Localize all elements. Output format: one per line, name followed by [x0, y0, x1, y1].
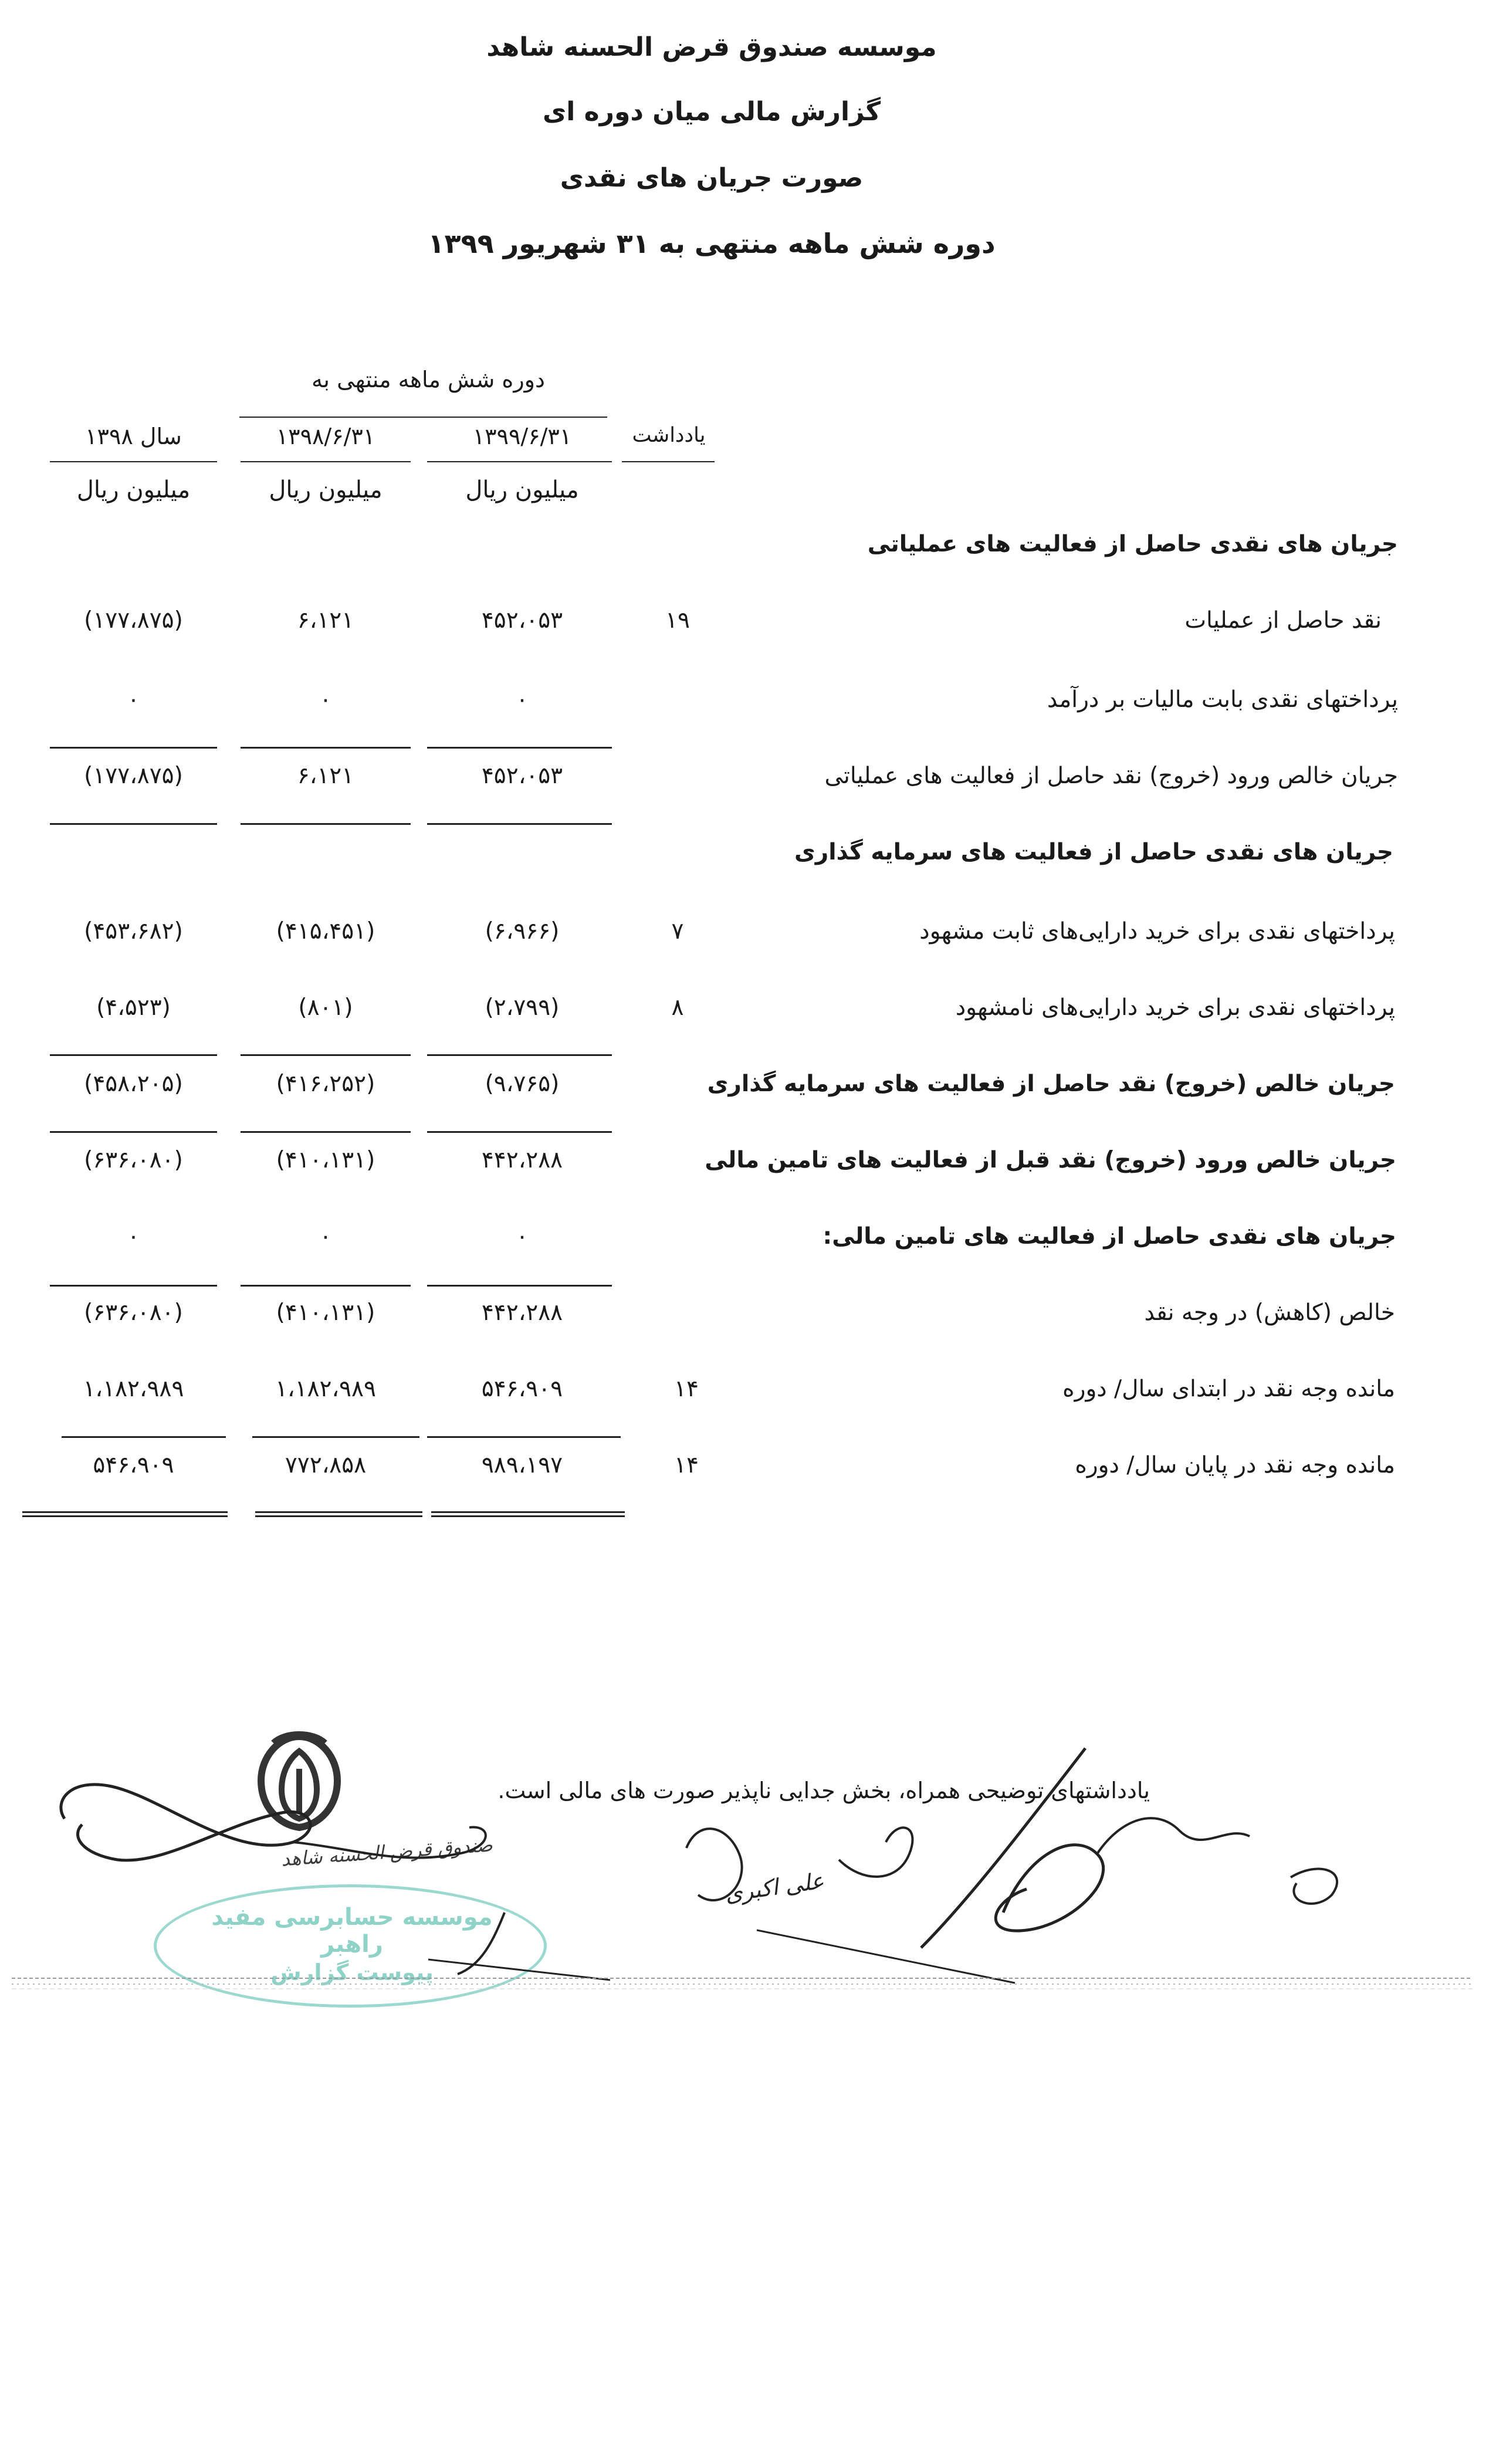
row-value-1398-6m: (۸۰۱) [298, 994, 353, 1021]
row-label-net-operating: جریان خالص ورود (خروج) نقد حاصل از فعالیت های عملیاتی [824, 763, 1398, 789]
row-value-1398-6m: ۱،۱۸۲،۹۸۹ [275, 1376, 376, 1402]
subtotal-rule [50, 1054, 217, 1056]
row-value-1399: (۲،۷۹۹) [485, 994, 560, 1021]
col3-unit: میلیون ریال [76, 476, 191, 503]
subtotal-rule [252, 1436, 419, 1438]
company-stamp-text: صندوق قرض الحسنه شاهد [280, 1833, 493, 1871]
period-title: دوره شش ماهه منتهی به ۳۱ شهریور ۱۳۹۹ [428, 228, 996, 259]
subtotal-rule [241, 747, 411, 749]
row-value-1398-year: ۱،۱۸۲،۹۸۹ [83, 1376, 184, 1402]
col2-date-header: ۱۳۹۸/۶/۳۱ [276, 424, 375, 449]
row-value-1398-year: (۶۳۶،۰۸۰) [84, 1299, 183, 1326]
company-name: موسسه صندوق قرض الحسنه شاهد [486, 32, 937, 62]
row-value-1398-6m: ۶،۱۲۱ [297, 763, 354, 789]
subtotal-rule [241, 1054, 411, 1056]
note-column-header: یادداشت [632, 424, 706, 447]
col1-date-header: ۱۳۹۹/۶/۳۱ [472, 424, 572, 449]
subtotal-rule [427, 747, 612, 749]
row-value-1398-year: (۱۷۷،۸۷۵) [84, 763, 183, 789]
auditor-stamp-name: موسسه حسابرسی مفید راهبر [211, 1904, 493, 1958]
total-rule [50, 823, 217, 825]
subtotal-rule [427, 1054, 612, 1056]
row-value-1398-6m: ۶،۱۲۱ [297, 607, 354, 634]
statement-title: صورت جریان های نقدی [560, 163, 864, 193]
signature-name: علی اکبری [723, 1867, 826, 1907]
total-rule [241, 1131, 411, 1133]
subtotal-rule [241, 1285, 411, 1287]
grand-total-double-rule [431, 1511, 625, 1517]
scan-artifact-line [12, 1972, 1473, 1992]
signature-right-icon [675, 1737, 1367, 1995]
row-label-ppe-purchases: پرداختهای نقدی برای خرید دارایی‌های ثابت مشهود [919, 918, 1395, 945]
row-value-1399: ۴۵۲،۰۵۳ [481, 607, 563, 634]
row-value-1398-6m: (۴۱۶،۲۵۲) [276, 1071, 375, 1097]
row-label-net-decrease-cash: خالص (کاهش) در وجه نقد [1144, 1299, 1395, 1326]
period-group-label: دوره شش ماهه منتهی به [312, 367, 545, 392]
subtotal-rule [50, 1285, 217, 1287]
row-label-net-before-financing: جریان خالص ورود (خروج) نقد قبل از فعالیت های تامین مالی [705, 1147, 1396, 1173]
note-header-rule [622, 461, 715, 462]
row-value-1398-6m: (۴۱۰،۱۳۱) [276, 1299, 375, 1326]
group-rule [239, 417, 607, 418]
row-label-financing-heading: جریان های نقدی حاصل از فعالیت های تامین مالی: [823, 1223, 1396, 1250]
grand-total-double-rule [255, 1511, 422, 1517]
row-label-operating-heading: جریان های نقدی حاصل از فعالیت های عملیاتی [867, 531, 1398, 557]
row-value-1398-6m: (۴۱۵،۴۵۱) [276, 918, 375, 945]
row-value-1398-year: (۱۷۷،۸۷۵) [84, 607, 183, 634]
row-note: ۷ [671, 918, 684, 945]
row-label-investing-heading: جریان های نقدی حاصل از فعالیت های سرمایه گذاری [794, 839, 1393, 865]
row-value-1398-6m: (۴۱۰،۱۳۱) [276, 1147, 375, 1173]
row-note: ۱۴ [674, 1376, 699, 1402]
total-rule [50, 1131, 217, 1133]
row-value-1399: (۹،۷۶۵) [485, 1071, 560, 1097]
col1-unit: میلیون ریال [465, 476, 579, 503]
col1-header-rule [427, 461, 612, 462]
auditor-stamp-subtitle: پیوست گزارش [270, 1959, 434, 1985]
row-label-net-investing: جریان خالص (خروج) نقد حاصل از فعالیت های سرمایه گذاری [707, 1071, 1395, 1097]
col2-header-rule [241, 461, 411, 462]
col3-header-rule [50, 461, 217, 462]
signature-left-icon [47, 1754, 634, 1989]
row-value-1398-year: (۶۳۶،۰۸۰) [84, 1147, 183, 1173]
subtotal-rule [427, 1436, 621, 1438]
row-value-1398-year: ۰ [127, 1223, 140, 1250]
row-label-cash-from-operations: نقد حاصل از عملیات [1184, 607, 1382, 634]
col3-date-header: سال ۱۳۹۸ [85, 424, 182, 449]
footer-note: یادداشتهای توضیحی همراه، بخش جدایی ناپذیر صورت های مالی است. [497, 1778, 1150, 1803]
report-title: گزارش مالی میان دوره ای [542, 97, 881, 127]
row-label-intangible-purchases: پرداختهای نقدی برای خرید دارایی‌های نامشهود [955, 994, 1395, 1021]
row-note: ۱۹ [665, 607, 690, 634]
row-value-1399: ۴۴۲،۲۸۸ [481, 1147, 563, 1173]
row-value-1399: ۴۵۲،۰۵۳ [481, 763, 563, 789]
row-value-1398-year: (۴۵۳،۶۸۲) [84, 918, 183, 945]
row-value-1399: ۴۴۲،۲۸۸ [481, 1299, 563, 1326]
row-value-1399: ۰ [516, 686, 529, 713]
row-value-1399: ۵۴۶،۹۰۹ [481, 1376, 563, 1402]
row-value-1398-6m: ۷۷۲،۸۵۸ [285, 1452, 367, 1478]
row-label-opening-cash: مانده وجه نقد در ابتدای سال/ دوره [1062, 1376, 1395, 1402]
row-value-1398-year: (۴۵۸،۲۰۵) [84, 1071, 183, 1097]
subtotal-rule [50, 747, 217, 749]
row-note: ۱۴ [674, 1452, 699, 1478]
row-value-1399: ۰ [516, 1223, 529, 1250]
row-value-1399: ۹۸۹،۱۹۷ [481, 1452, 563, 1478]
col2-unit: میلیون ریال [269, 476, 383, 503]
row-value-1399: (۶،۹۶۶) [485, 918, 560, 945]
row-value-1398-year: ۵۴۶،۹۰۹ [93, 1452, 174, 1478]
total-rule [427, 823, 612, 825]
row-label-closing-cash: مانده وجه نقد در پایان سال/ دوره [1075, 1452, 1395, 1478]
total-rule [241, 823, 411, 825]
row-value-1398-year: (۴،۵۲۳) [96, 994, 171, 1021]
row-label-income-tax: پرداختهای نقدی بابت مالیات بر درآمد [1047, 686, 1398, 713]
row-value-1398-year: ۰ [127, 686, 140, 713]
total-rule [427, 1131, 612, 1133]
row-value-1398-6m: ۰ [319, 686, 332, 713]
row-note: ۸ [671, 994, 684, 1021]
row-value-1398-6m: ۰ [319, 1223, 332, 1250]
subtotal-rule [62, 1436, 226, 1438]
grand-total-double-rule [22, 1511, 228, 1517]
subtotal-rule [427, 1285, 612, 1287]
